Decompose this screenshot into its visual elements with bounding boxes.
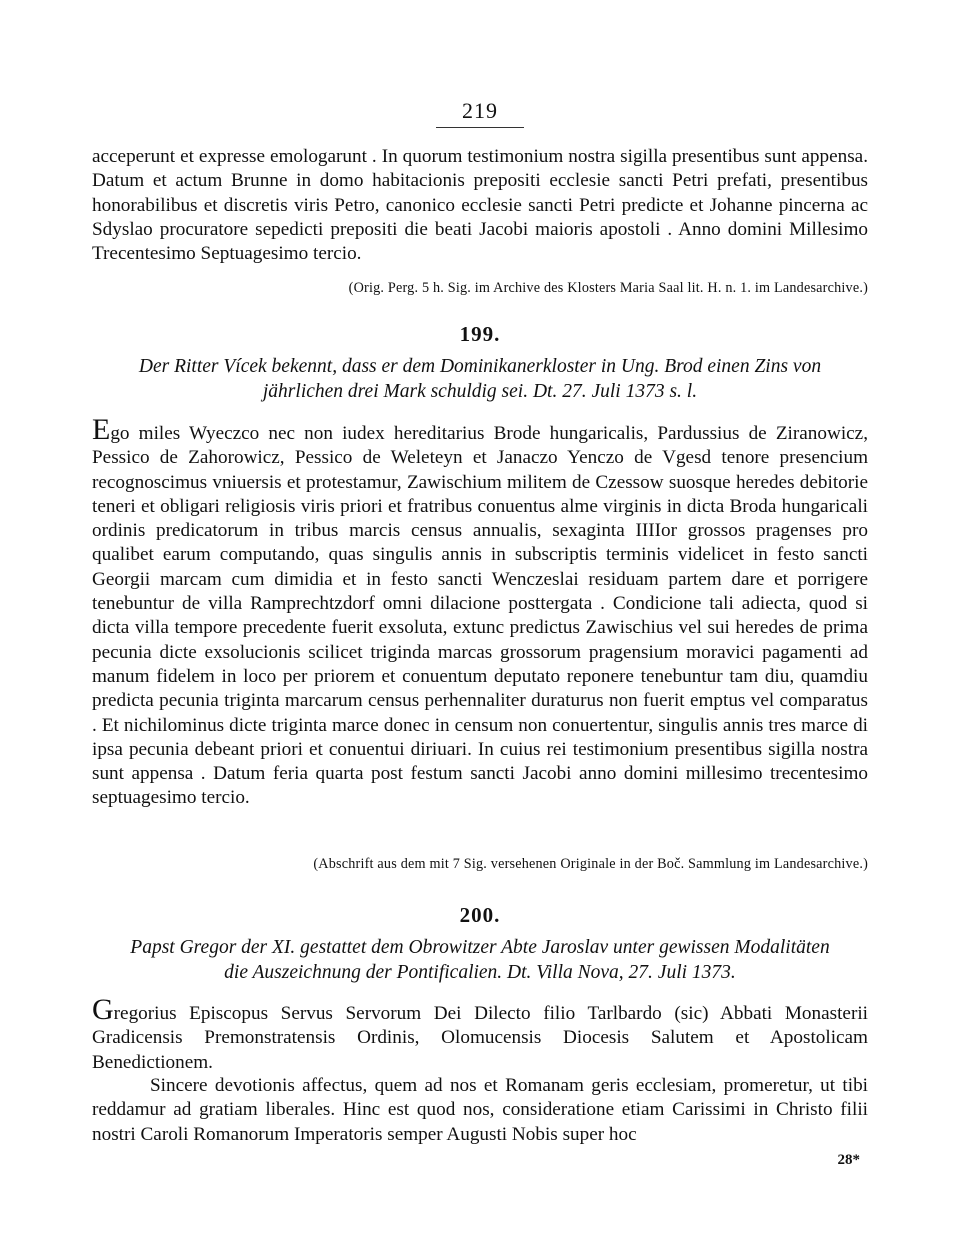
page-number-rule — [436, 127, 524, 128]
source-note-198: (Orig. Perg. 5 h. Sig. im Archive des Klosters Maria Saal lit. H. n. 1. im Landesarchive.) — [348, 280, 868, 296]
regest-200-line-2: die Auszeichnung der Pontificalien. Dt. Villa Nova, 27. Juli 1373. — [224, 962, 736, 983]
page-number: 219 — [462, 98, 498, 123]
document-200-salutation — [92, 993, 868, 1075]
document-199-text: go miles Wyeczco nec non iudex hereditarius Brode hungaricalis, Pardussius de Ziranowicz, Pessico de Zahorowicz, Pessico de Weleteyn et Janaczo Yenczo de Vgesd tenore presencium recognoscimus vniuersis et protestamur, Zawischium militem de Czessow suosque heredes debitorie teneri et obligari religiosis viris priori et fratribus conuentus alme virginis in dicta Broda hungaricali ordinis predicatorum in tribus marcis census annualis, sexaginta IIIIor grossos pragenses pro qualibet earum computando, quas singulis annis in subscriptis terminis videlicet in festo sancti Georgii marcam cum dimidia et in festo sancti Wenczeslai residuam partem dare et porrigere tenebuntur de villa Ramprechtzdorf omni dilacione posttergata . Condicione tali adiecta, quod si dicta villa tempore precedente fuerit exsoluta, extunc predictus Zawischius vel sui heredes de prima pecunia dicte exsolucionis scilicet triginda marcas grossorum pragensium moravici pagamenti ad manum fidelem in loco per priorem et conuentum deputato reponere tenebuntur tam diu, quamdiu predicta pecunia triginta marcarum census perhennaliter duraturus non fuerit emptus vel comparatus . Et nichilominus dicte triginta marce donec in censum non conuertentur, singulis annis tres marce di ipsa pecunia debeant priori et conuentui diriuari. In cuius rei testimonium presentibus sigilla nostra sunt appensa . Datum feria quarta post festum sancti Jacobi anno domini millesimo trecentesimo septuagesimo tercio. — [92, 423, 868, 809]
initial-letter-200: G — [92, 993, 114, 1026]
source-note-199: (Abschrift aus dem mit 7 Sig. versehenen Originale in der Boč. Sammlung im Landesarchive.) — [313, 856, 868, 872]
regest-200 — [92, 935, 868, 985]
regest-199-line-2: jährlichen drei Mark schuldig sei. Dt. 27. Juli 1373 s. l. — [262, 381, 698, 402]
document-number-200: 200. — [459, 903, 501, 927]
regest-200-line-1: Papst Gregor der XI. gestattet dem Obrowitzer Abte Jaroslav unter gewissen Modalitäten — [130, 937, 830, 958]
document-200-salutation-text: regorius Episcopus Servus Servorum Dei Dilecto filio Tarlbardo (sic) Abbati Monasterii Gradicensis Premonstratensis Ordinis, Olomucensis Diocesis Salutem et Apostolicam Benedictionem. — [92, 1003, 868, 1073]
signature-mark: 28* — [837, 1152, 860, 1168]
document-199-body — [92, 413, 868, 811]
regest-199-line-1: Der Ritter Vícek bekennt, dass er dem Dominikanerkloster in Ung. Brod einen Zins von — [138, 356, 822, 377]
document-200-body: Sincere devotionis affectus, quem ad nos et Romanam geris ecclesiam, promeretur, ut tibi reddamur ad gratiam liberales. Hinc est quod nos, consideratione etiam Carissimi in Christo filii nostri Caroli Romanorum Imperatoris semper Augusti Nobis super hoc — [92, 1075, 868, 1145]
document-number-199: 199. — [459, 322, 501, 346]
initial-letter-199: E — [92, 413, 111, 446]
intro-paragraph: acceperunt et expresse emologarunt . In quorum testimonium nostra sigilla presentibus sunt appensa. Datum et actum Brunne in domo habitacionis prepositi ecclesie sancti Petri prefati, presentibus honorabilibus et discretis viris Petro, canonico ecclesie sancti Petri predicte et Johanne pincerna ac Sdyslao procuratore sepedicti prepositi die beati Jacobi maioris apostoli . Anno domini Millesimo Trecentesimo Septuagesimo tercio. — [92, 146, 868, 265]
regest-199 — [92, 354, 868, 404]
